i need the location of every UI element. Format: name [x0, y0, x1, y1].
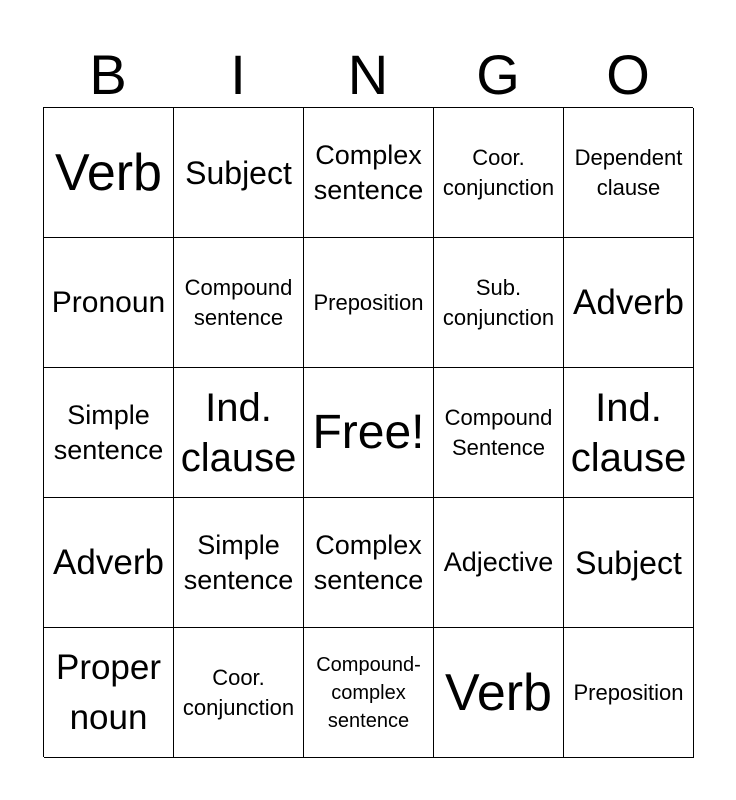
bingo-cell[interactable]: Adverb: [44, 498, 174, 628]
bingo-cell[interactable]: Complex sentence: [304, 108, 434, 238]
bingo-cell[interactable]: Compound Sentence: [434, 368, 564, 498]
header-letter-n: N: [347, 43, 389, 106]
header-letter-i: I: [230, 43, 246, 106]
bingo-cell[interactable]: Ind. clause: [174, 368, 304, 498]
bingo-cell[interactable]: Dependent clause: [564, 108, 694, 238]
bingo-cell[interactable]: Coor. conjunction: [434, 108, 564, 238]
header-letter-o: O: [606, 43, 650, 106]
bingo-cell[interactable]: Preposition: [304, 238, 434, 368]
bingo-cell[interactable]: Verb: [434, 628, 564, 758]
bingo-cell[interactable]: Subject: [174, 108, 304, 238]
bingo-cell[interactable]: Pronoun: [44, 238, 174, 368]
bingo-cell[interactable]: Subject: [564, 498, 694, 628]
bingo-cell[interactable]: Complex sentence: [304, 498, 434, 628]
bingo-cell[interactable]: Simple sentence: [44, 368, 174, 498]
bingo-header: [43, 40, 693, 110]
bingo-cell[interactable]: Coor. conjunction: [174, 628, 304, 758]
bingo-cell[interactable]: Adjective: [434, 498, 564, 628]
bingo-cell[interactable]: Verb: [44, 108, 174, 238]
bingo-cell[interactable]: Proper noun: [44, 628, 174, 758]
bingo-cell[interactable]: Simple sentence: [174, 498, 304, 628]
bingo-cell[interactable]: Adverb: [564, 238, 694, 368]
bingo-cell[interactable]: Preposition: [564, 628, 694, 758]
free-space-cell[interactable]: Free!: [304, 368, 434, 498]
bingo-grid: [43, 107, 693, 757]
bingo-cell[interactable]: Compound- complex sentence: [304, 628, 434, 758]
header-letter-g: G: [476, 43, 520, 106]
header-letter-b: B: [89, 43, 127, 106]
bingo-cell[interactable]: Ind. clause: [564, 368, 694, 498]
bingo-cell[interactable]: Compound sentence: [174, 238, 304, 368]
bingo-cell[interactable]: Sub. conjunction: [434, 238, 564, 368]
